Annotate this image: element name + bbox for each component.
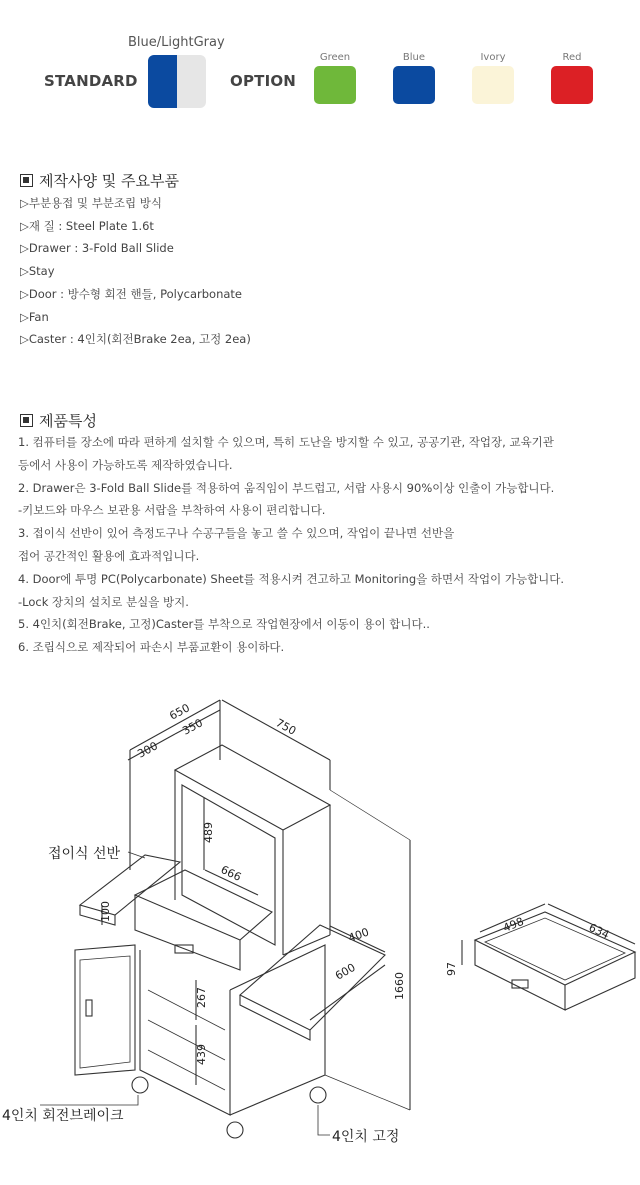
feature-line: -키보드와 마우스 보관용 서랍을 부착하여 사용이 편리합니다. bbox=[18, 503, 326, 518]
spec-line: ▷Door : 방수형 회전 핸들, Polycarbonate bbox=[20, 286, 242, 301]
dim-label-498: 498 bbox=[501, 914, 526, 935]
drawer-pull bbox=[512, 980, 528, 988]
spec-line: ▷재 질 : Steel Plate 1.6t bbox=[20, 218, 154, 233]
caster-rear bbox=[310, 1087, 326, 1103]
spec-line: ▷Drawer : 3-Fold Ball Slide bbox=[20, 241, 174, 256]
dim-label-600: 600 bbox=[333, 960, 358, 983]
extension-line bbox=[325, 1075, 410, 1110]
cabinet-frame-lines bbox=[148, 990, 225, 1090]
door-lock bbox=[86, 1000, 92, 1016]
option-label: OPTION bbox=[230, 72, 297, 90]
drawer-front-side bbox=[475, 940, 565, 1010]
dim-label-650: 650 bbox=[167, 701, 192, 723]
option-name-red: Red bbox=[562, 52, 582, 63]
option-swatch-ivory bbox=[472, 66, 514, 104]
feature-line: 2. Drawer은 3-Fold Ball Slide를 적용하여 움직임이 부드럽고, 서랍 사용시 90%이상 인출이 가능합니다. bbox=[18, 480, 555, 495]
feature-line: 3. 접이식 선반이 있어 측정도구나 수공구들을 놓고 쓸 수 있으며, 작업이 끝나면 선반을 bbox=[18, 526, 455, 541]
features-list bbox=[18, 431, 564, 659]
dim-label-750: 750 bbox=[273, 716, 299, 738]
dim-label-666: 666 bbox=[218, 863, 244, 884]
dim-label-100: 100 bbox=[99, 901, 112, 922]
leader-line-caster-fixed bbox=[318, 1105, 330, 1135]
spec-line: ▷부분용접 및 부분조립 방식 bbox=[20, 196, 163, 210]
standard-color-swatch bbox=[148, 55, 206, 108]
dim-label-634: 634 bbox=[586, 920, 612, 942]
option-swatch-green bbox=[314, 66, 356, 104]
lower-cabinet-front bbox=[140, 950, 230, 1115]
feature-line: 4. Door에 투명 PC(Polycarbonate) Sheet를 적용시켜 견고하고 Monitoring을 하면서 작업이 가능합니다. bbox=[18, 571, 565, 586]
drawer-front bbox=[135, 895, 240, 970]
cabinet-edge bbox=[283, 935, 330, 955]
spec-line: ▷Stay bbox=[20, 264, 55, 279]
cabinet-door bbox=[75, 945, 135, 1075]
extension-line bbox=[330, 790, 410, 840]
option-name-ivory: Ivory bbox=[480, 52, 506, 63]
standard-swatch-lightgray bbox=[177, 55, 206, 108]
side-shelf-edge bbox=[240, 995, 310, 1040]
option-swatch-red bbox=[551, 66, 593, 104]
square-bullet-icon bbox=[20, 414, 33, 427]
features-title-text: 제품특성 bbox=[39, 412, 97, 430]
keyboard-tray bbox=[135, 870, 272, 940]
dim-label-439: 439 bbox=[195, 1044, 208, 1065]
dim-label-1660: 1660 bbox=[393, 972, 406, 1000]
drawer-right-side bbox=[565, 952, 635, 1010]
feature-line: 1. 컴퓨터를 장소에 따라 편하게 설치할 수 있으며, 특히 도난을 방지할 수 있고, 공공기관, 작업장, 교육기관 bbox=[18, 435, 554, 449]
dim-label-97: 97 bbox=[445, 962, 458, 976]
feature-line: 6. 조립식으로 제작되어 파손시 부품교환이 용이하다. bbox=[18, 640, 285, 655]
cabinet-top bbox=[175, 745, 330, 830]
dim-label-350: 350 bbox=[180, 716, 205, 738]
dim-label-267: 267 bbox=[195, 987, 208, 1008]
cabinet-technical-drawing bbox=[0, 690, 640, 1185]
spec-line: ▷Caster : 4인치(회전Brake 2ea, 고정 2ea) bbox=[20, 332, 251, 347]
option-name-blue: Blue bbox=[402, 52, 426, 63]
caster-front-left bbox=[132, 1077, 148, 1093]
dim-label-400: 400 bbox=[346, 925, 371, 945]
leader-line-caster-brake bbox=[40, 1095, 138, 1105]
feature-line: -Lock 장치의 설치로 분실을 방지. bbox=[18, 594, 189, 609]
option-name-green: Green bbox=[319, 52, 351, 63]
dim-label-489: 489 bbox=[202, 822, 215, 843]
dim-line-750 bbox=[222, 700, 330, 760]
standard-color-name: Blue/LightGray bbox=[128, 35, 225, 50]
features-section-title bbox=[20, 410, 97, 431]
caster-front-right bbox=[227, 1122, 243, 1138]
standard-label: STANDARD bbox=[44, 72, 138, 90]
spec-line: ▷Fan bbox=[20, 309, 49, 324]
side-shelf bbox=[240, 925, 385, 1030]
door-panel bbox=[80, 956, 130, 1068]
feature-line: 접어 공간적인 활용에 효과적입니다. bbox=[18, 548, 200, 563]
option-swatch-blue bbox=[393, 66, 435, 104]
standard-swatch-blue bbox=[148, 55, 177, 108]
feature-line: 5. 4인치(회전Brake, 고정)Caster를 부착으로 작업현장에서 이동이 용이 합니다.. bbox=[18, 617, 430, 632]
dim-label-300: 300 bbox=[135, 739, 160, 761]
spec-section-title bbox=[20, 170, 179, 191]
label-caster-brake: 4인치 회전브레이크 bbox=[2, 1108, 124, 1124]
spec-title-text: 제작사양 및 주요부품 bbox=[39, 172, 179, 190]
label-caster-fixed: 4인치 고정 bbox=[332, 1129, 400, 1145]
square-bullet-icon bbox=[20, 174, 33, 187]
feature-line: 등에서 사용이 가능하도록 제작하였습니다. bbox=[18, 457, 233, 472]
label-folding-shelf: 접이식 선반 bbox=[48, 846, 121, 862]
spec-list bbox=[20, 192, 251, 351]
